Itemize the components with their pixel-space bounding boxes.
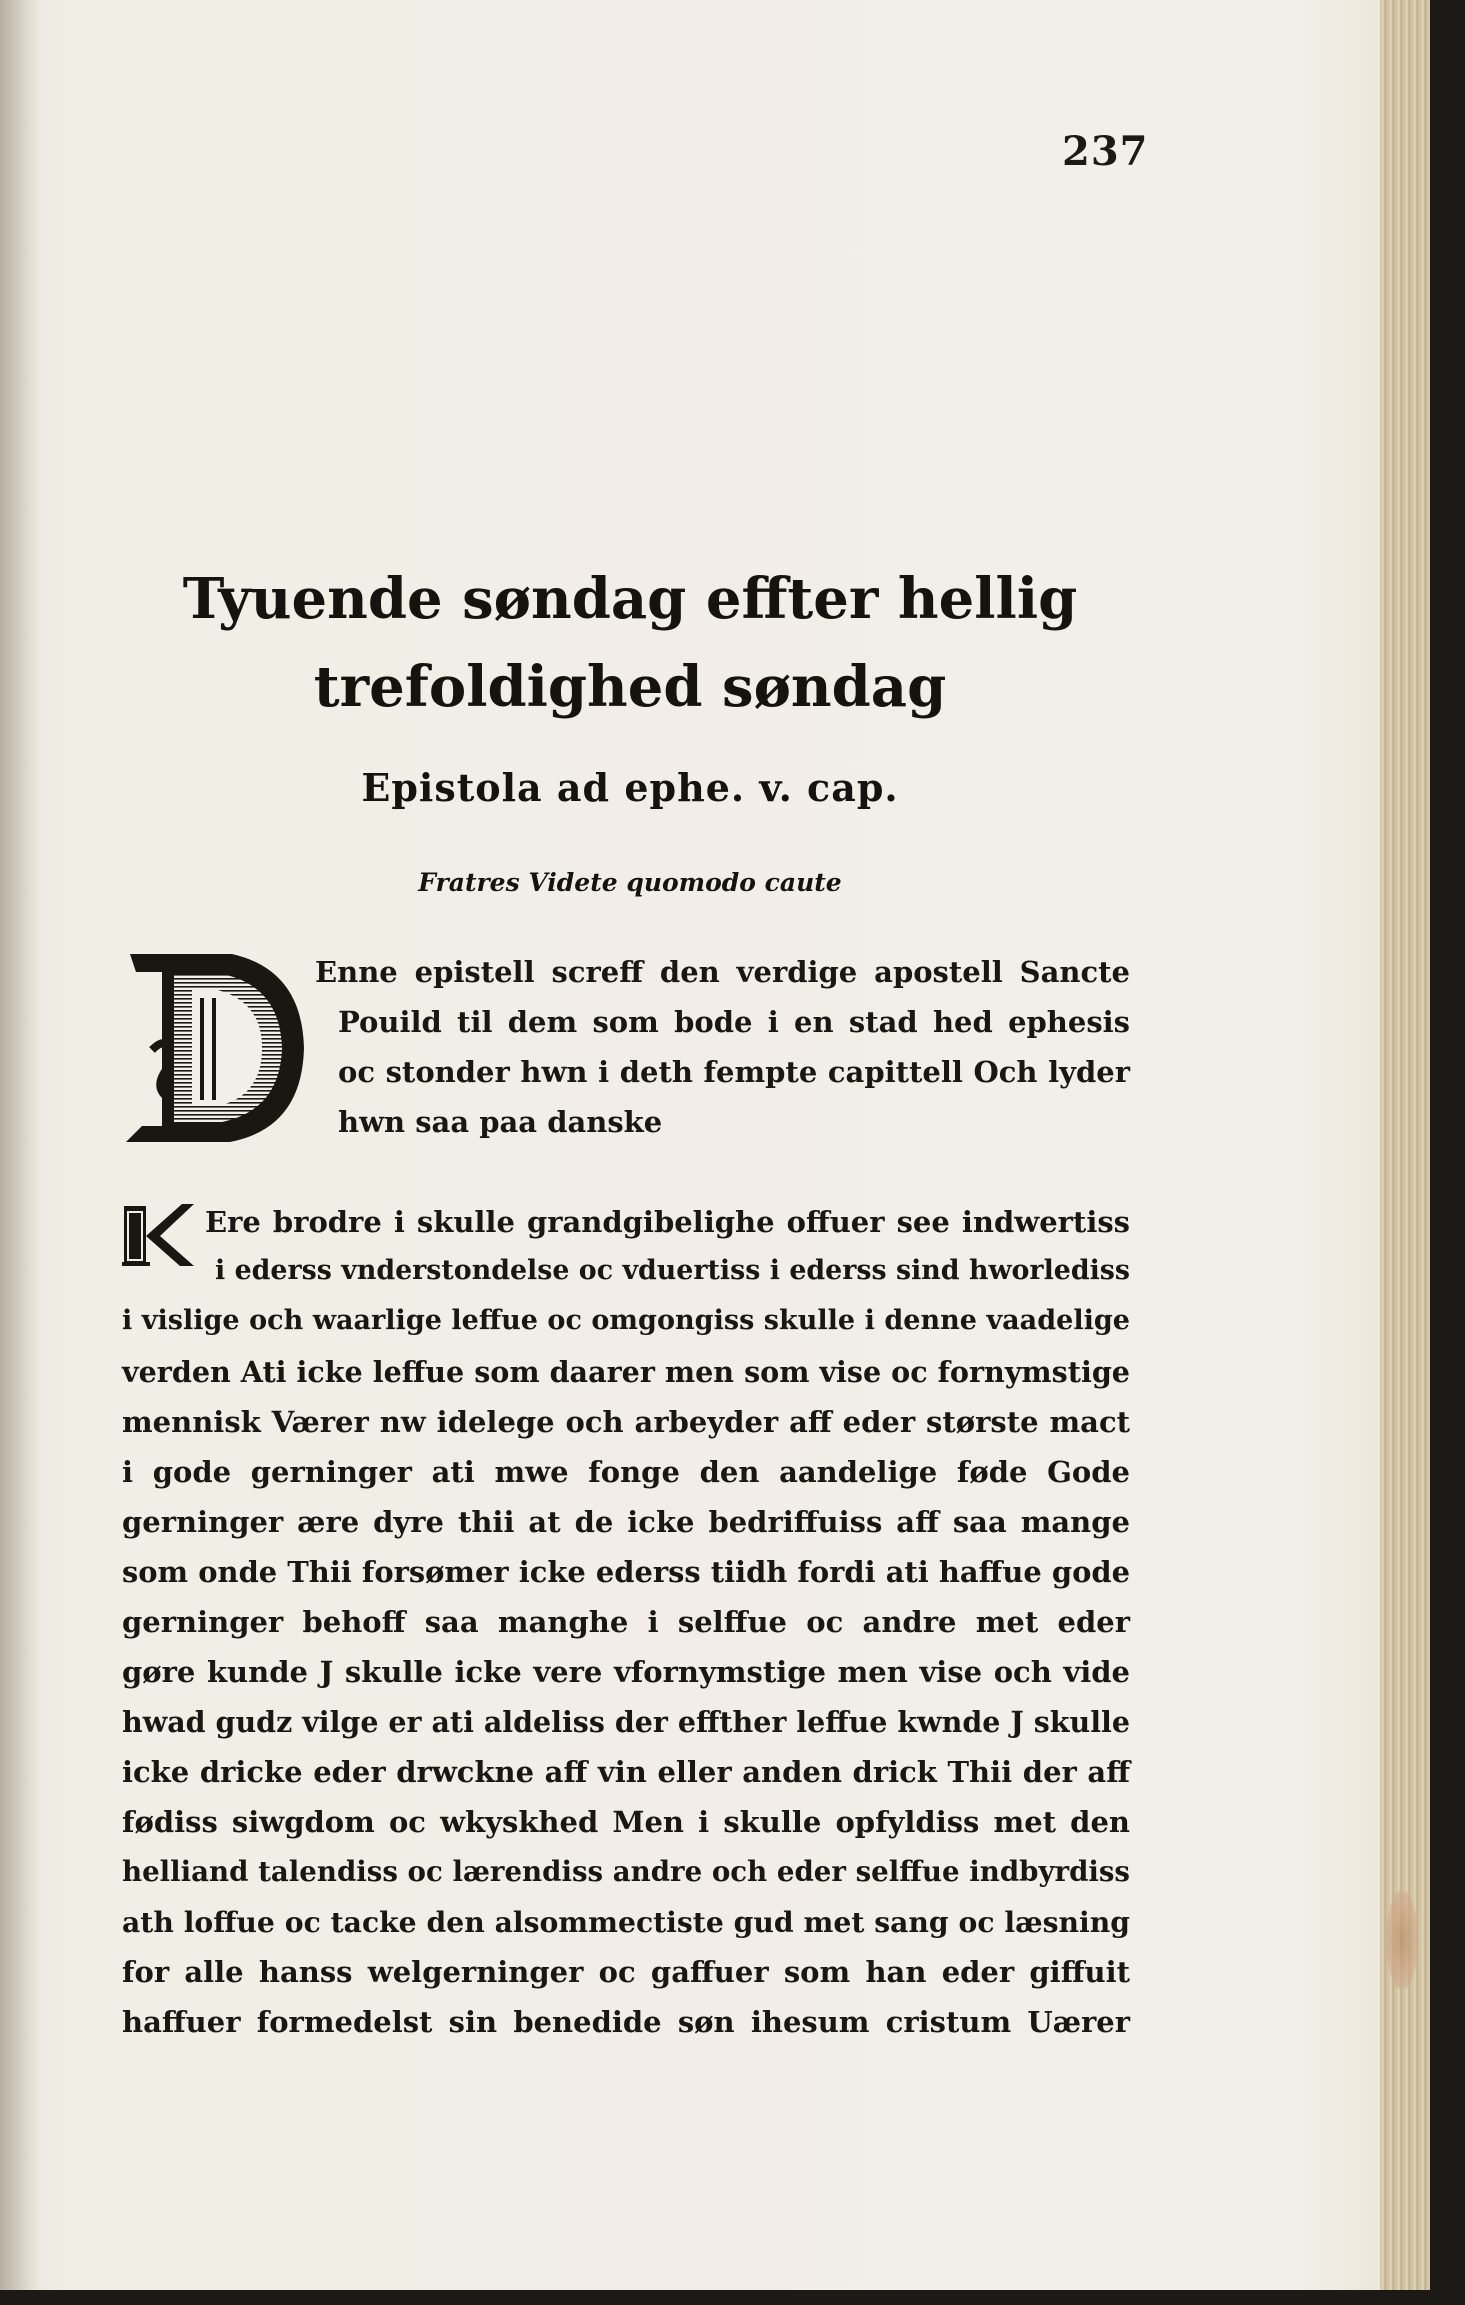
text-line: i gode gerninger ati mwe fonge den aandelige føde Gode: [122, 1455, 1130, 1489]
paper-stain: [1386, 1890, 1418, 1990]
text-line: verden Ati icke leffue som daarer men som vise oc fornymstige: [122, 1355, 1130, 1389]
title-line: Tyuende søndag effter hellig: [182, 566, 1078, 632]
text-line: hwad gudz vilge er ati aldeliss der effther leffue kwnde J skulle: [122, 1705, 1130, 1739]
decorated-initial-k: [120, 1200, 198, 1270]
epistle-heading: Epistola ad ephe. v. cap.: [361, 765, 899, 810]
text-line: gøre kunde J skulle icke vere vfornymstige men vise och vide: [122, 1655, 1130, 1689]
text-line: i vislige och waarlige leffue oc omgongiss skulle i denne vaadelige: [122, 1305, 1130, 1336]
decorated-initial-d: [122, 950, 310, 1146]
text-line: Pouild til dem som bode i en stad hed ephesis: [338, 1005, 1130, 1039]
text-line: som onde Thii forsømer icke ederss tiidh fordi ati haffue gode: [122, 1555, 1130, 1589]
text-line: ath loffue oc tacke den alsommectiste gud met sang oc læsning: [122, 1905, 1130, 1939]
text-line: gerninger behoff saa manghe i selffue oc andre met eder: [122, 1605, 1130, 1639]
text-line: [315, 955, 1130, 989]
latin-incipit: Fratres Videte quomodo caute: [418, 868, 842, 897]
page-number: 237: [1062, 128, 1149, 175]
title-line: trefoldighed søndag: [313, 654, 947, 720]
line-text: Enne epistell screff den verdige apostell Sancte: [315, 955, 1130, 989]
text-line: oc stonder hwn i deth fempte capittell Och lyder: [338, 1055, 1130, 1089]
text-line: fødiss siwgdom oc wkyskhed Men i skulle opfyldiss met den: [122, 1805, 1130, 1839]
text-line: i ederss vnderstondelse oc vduertiss i ederss sind hworlediss: [215, 1255, 1130, 1286]
page-title: [180, 555, 1080, 731]
text-line: Ere brodre i skulle grandgibelighe offuer see indwertiss: [205, 1205, 1130, 1239]
text-line: for alle hanss welgerninger oc gaffuer som han eder giffuit: [122, 1955, 1130, 1989]
text-line: gerninger ære dyre thii at de icke bedriffuiss aff saa mange: [122, 1505, 1130, 1539]
gutter-shadow: [0, 0, 40, 2290]
text-line: icke dricke eder drwckne aff vin eller anden drick Thii der aff: [122, 1755, 1130, 1789]
book-bottom-edge: [0, 2290, 1465, 2305]
text-line: mennisk Værer nw idelege och arbeyder aff eder største mact: [122, 1405, 1130, 1439]
text-line: haffuer formedelst sin benedide søn ihesum cristum Uærer: [122, 2005, 1130, 2039]
text-line: helliand talendiss oc lærendiss andre och eder selffue indbyrdiss: [122, 1855, 1130, 1888]
text-line: hwn saa paa danske: [338, 1105, 663, 1139]
